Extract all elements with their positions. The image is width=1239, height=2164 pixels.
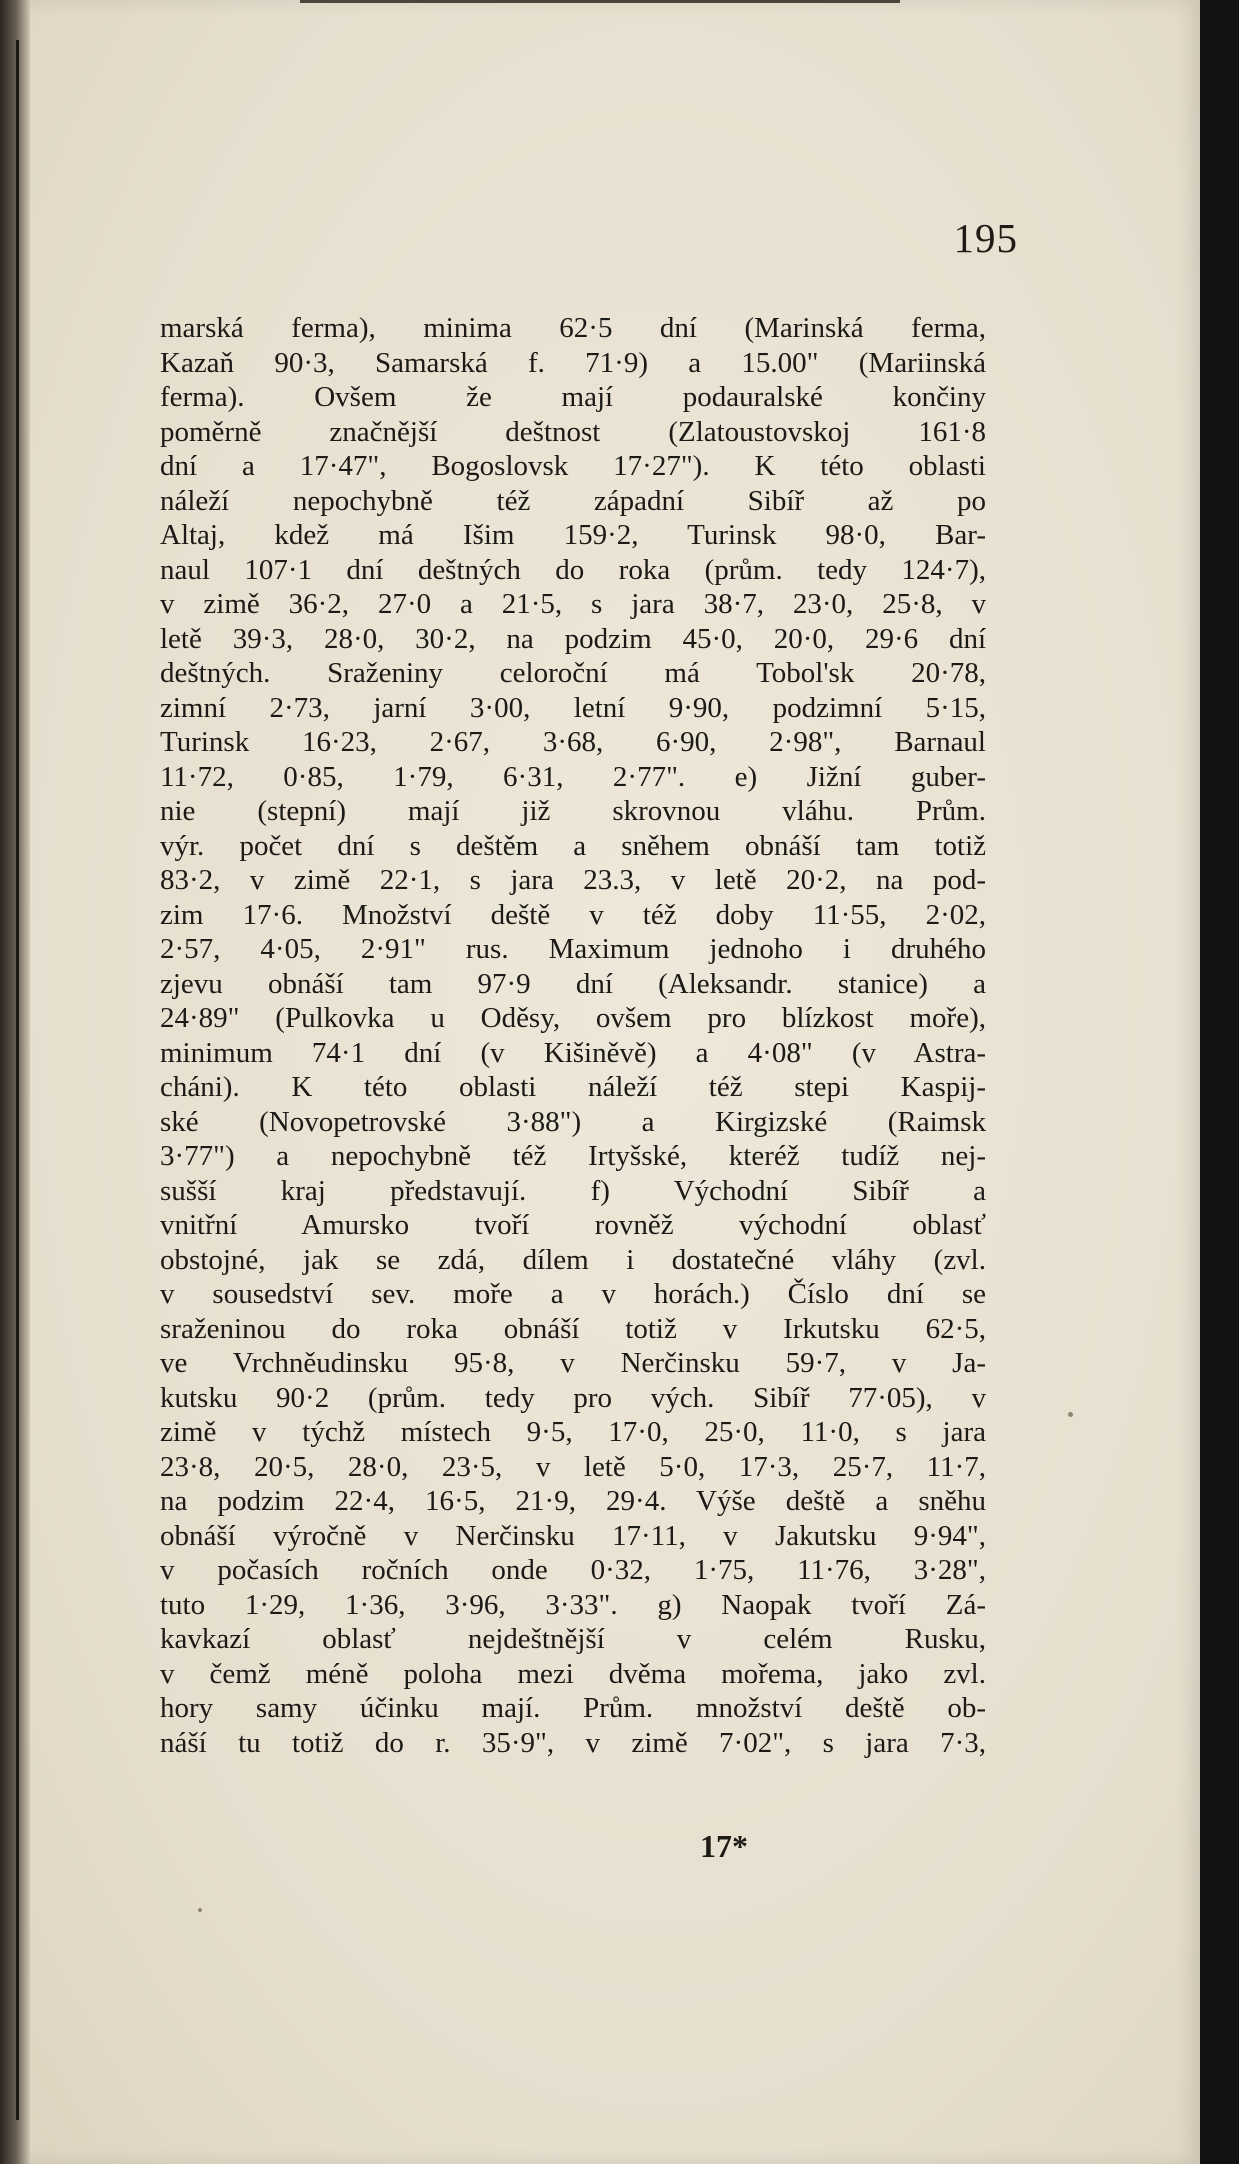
text-line: ve Vrchněudinsku 95·8, v Nerčinsku 59·7, v Ja-: [160, 1347, 986, 1379]
text-line: deštných. Sraženiny celoroční má Tobol'sk 20·78,: [160, 657, 986, 689]
text-line: sušší kraj představují. f) Východní Sibíř a: [160, 1174, 986, 1207]
text-line: kutsku 90·2 (prům. tedy pro vých. Sibíř 77·05), v: [160, 1381, 986, 1414]
text-line: ferma). Ovšem že mají podauralské končiny: [160, 381, 986, 413]
text-line: 23·8, 20·5, 28·0, 23·5, v letě 5·0, 17·3, 25·7, 11·7,: [160, 1450, 986, 1483]
spine-edge: [16, 40, 19, 2120]
text-line: poměrně značnější deštnost (Zlatoustovskoj 161·8: [160, 415, 986, 448]
page-number: 195: [953, 215, 1018, 261]
text-line: kavkazí oblasť nejdeštnější v celém Rusku,: [160, 1623, 986, 1655]
text-line: v počasích ročních onde 0·32, 1·75, 11·76, 3·28",: [160, 1554, 986, 1586]
top-edge-shadow: [300, 0, 900, 3]
text-line: 3·77") a nepochybně též Irtyšské, kteréž tudíž nej-: [160, 1140, 986, 1172]
text-line: 2·57, 4·05, 2·91" rus. Maximum jednoho i druhého: [160, 933, 986, 965]
text-line: náleží nepochybně též západní Sibíř až po: [160, 484, 986, 517]
printer-signature-mark: 17*: [700, 1828, 748, 1864]
text-line: ské (Novopetrovské 3·88") a Kirgizské (Raimsk: [160, 1105, 986, 1138]
text-line: náší tu totiž do r. 35·9", v zimě 7·02", s jara 7·3,: [160, 1726, 986, 1759]
text-line: 24·89" (Pulkovka u Oděsy, ovšem pro blízkost moře),: [160, 1002, 986, 1034]
text-line: v čemž méně poloha mezi dvěma mořema, jako zvl.: [160, 1657, 986, 1690]
text-line: vnitřní Amursko tvoří rovněž východní oblasť: [160, 1209, 986, 1241]
text-line: letě 39·3, 28·0, 30·2, na podzim 45·0, 20·0, 29·6 dní: [160, 622, 986, 655]
body-text: [160, 311, 986, 1760]
text-line: obnáší výročně v Nerčinsku 17·11, v Jakutsku 9·94",: [160, 1519, 986, 1552]
text-line: výr. počet dní s deštěm a sněhem obnáší tam totiž: [160, 829, 986, 862]
text-line: naul 107·1 dní deštných do roka (prům. tedy 124·7),: [160, 553, 986, 586]
text-line: marská ferma), minima 62·5 dní (Marinská ferma,: [160, 312, 986, 344]
text-line: hory samy účinku mají. Prům. množství deště ob-: [160, 1692, 986, 1724]
text-line: Kazaň 90·3, Samarská f. 71·9) a 15.00" (Mariinská: [160, 346, 986, 379]
binding-gutter: [0, 0, 30, 2164]
text-line: dní a 17·47", Bogoslovsk 17·27"). K této oblasti: [160, 450, 986, 482]
text-line: zim 17·6. Množství deště v též doby 11·55, 2·02,: [160, 898, 986, 931]
text-line: zimní 2·73, jarní 3·00, letní 9·90, podzimní 5·15,: [160, 691, 986, 724]
text-line: minimum 74·1 dní (v Kišiněvě) a 4·08" (v Astra-: [160, 1036, 986, 1069]
text-line: Altaj, kdež má Išim 159·2, Turinsk 98·0, Bar-: [160, 519, 986, 551]
text-line: zimě v týchž místech 9·5, 17·0, 25·0, 11·0, s jara: [160, 1416, 986, 1448]
text-line: nie (stepní) mají již skrovnou vláhu. Prům.: [160, 795, 986, 827]
text-line: na podzim 22·4, 16·5, 21·9, 29·4. Výše deště a sněhu: [160, 1485, 986, 1517]
text-line: v sousedství sev. moře a v horách.) Číslo dní se: [160, 1278, 986, 1310]
text-line: v zimě 36·2, 27·0 a 21·5, s jara 38·7, 23·0, 25·8, v: [160, 588, 986, 620]
text-line: obstojné, jak se zdá, dílem i dostatečné vláhy (zvl.: [160, 1243, 986, 1276]
text-line: tuto 1·29, 1·36, 3·96, 3·33". g) Naopak tvoří Zá-: [160, 1588, 986, 1621]
text-line: 83·2, v zimě 22·1, s jara 23.3, v letě 20·2, na pod-: [160, 864, 986, 896]
text-line: Turinsk 16·23, 2·67, 3·68, 6·90, 2·98", Barnaul: [160, 726, 986, 758]
text-line: zjevu obnáší tam 97·9 dní (Aleksandr. stanice) a: [160, 967, 986, 1000]
text-line: 11·72, 0·85, 1·79, 6·31, 2·77". e) Jižní guber-: [160, 760, 986, 793]
text-line: cháni). K této oblasti náleží též stepi Kaspij-: [160, 1071, 986, 1103]
paper-speck: [1068, 1412, 1073, 1417]
text-line: sraženinou do roka obnáší totiž v Irkutsku 62·5,: [160, 1312, 986, 1345]
paper-speck: [198, 1908, 202, 1912]
